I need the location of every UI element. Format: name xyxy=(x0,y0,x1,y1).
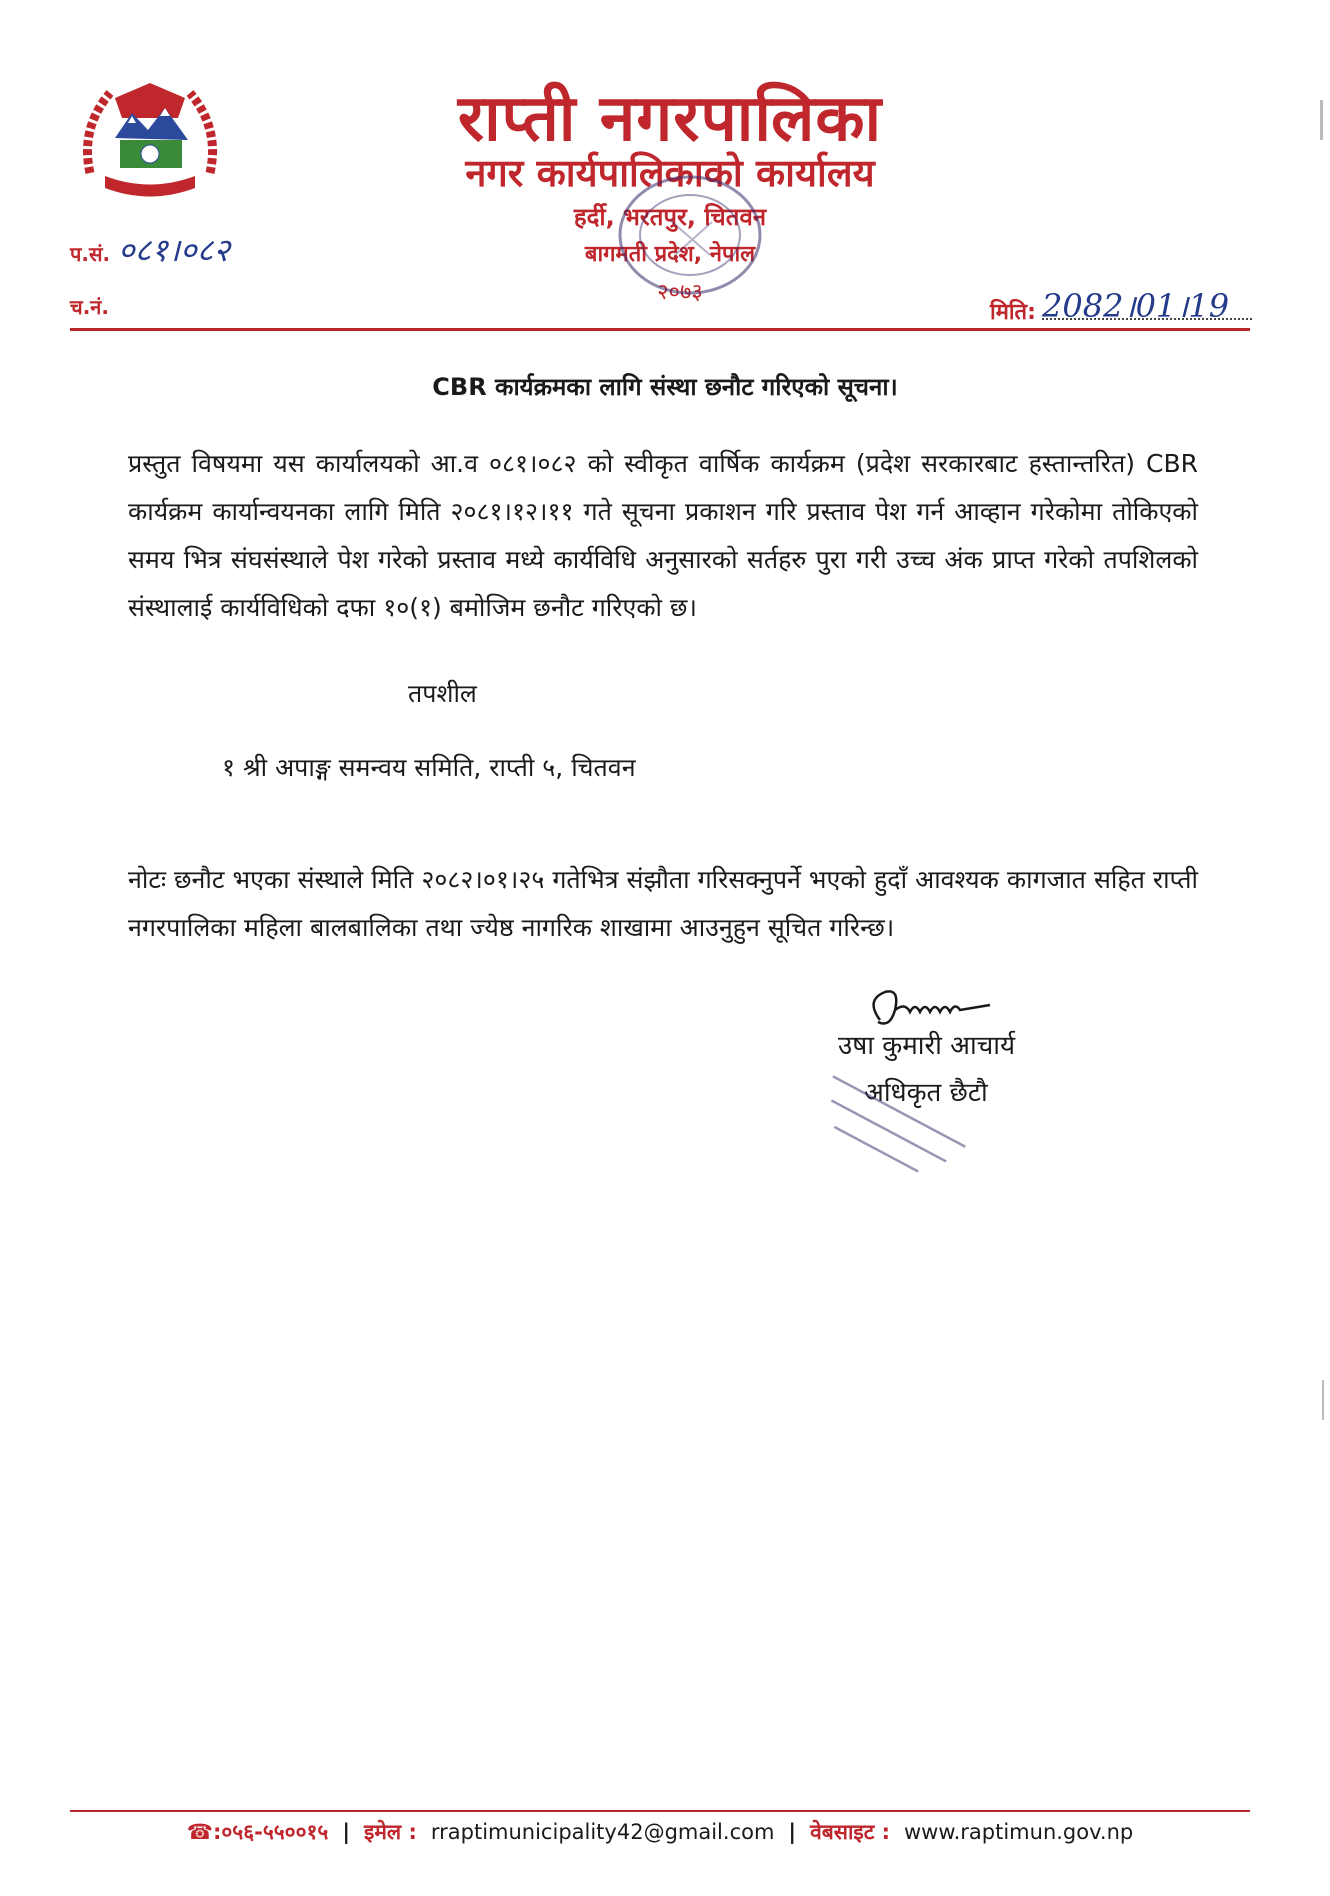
office-stamp xyxy=(600,160,780,310)
email-label: इमेल : xyxy=(364,1820,417,1844)
website-label: वेबसाइट : xyxy=(810,1820,890,1844)
address-line-2: बागमती प्रदेश, नेपाल xyxy=(584,242,756,267)
phone-number: :०५६-५५००१५ xyxy=(212,1820,329,1844)
reference-number-label: प.सं. xyxy=(70,242,111,266)
signatory-title: अधिकृत छैटौ xyxy=(864,1078,988,1108)
reference-number-value: ०८१।०८२ xyxy=(118,231,230,269)
phone-icon: ☎ xyxy=(186,1820,213,1844)
signatory-stamp xyxy=(780,1068,990,1208)
office-subtitle: नगर कार्यपालिकाको कार्यालय xyxy=(465,151,875,195)
nepal-emblem-logo xyxy=(70,68,230,218)
document-title: CBR कार्यक्रमका लागि संस्था छनौट गरिएको सूचना। xyxy=(432,373,898,401)
note-paragraph: नोटः छनौट भएका संस्थाले मिति २०८२।०१।२५ गतेभित्र संझौता गरिसक्नुपर्ने भएको हुदाँ आवश्यक कागजात सहित राप्ती नगरपालिका महिला बालबालिका तथा ज्येष्ठ नागरिक शाखामा आउनुहुन सूचित गरिन्छ। xyxy=(128,865,1198,942)
address-line-1: हर्दी, भरतपुर, चितवन xyxy=(573,203,767,231)
signatory-name: उषा कुमारी आचार्य xyxy=(838,1031,1016,1061)
email-address: rraptimunicipality42@gmail.com xyxy=(430,1820,775,1844)
footer-divider xyxy=(70,1810,1250,1812)
date-dotted-line xyxy=(1042,318,1252,320)
date-label: मिति: xyxy=(990,300,1036,325)
footer-separator: | xyxy=(788,1820,797,1844)
phone-group xyxy=(187,1818,329,1846)
date-value: 2082।01।19 xyxy=(1042,287,1230,325)
footer-separator: | xyxy=(342,1820,351,1844)
body-paragraph: प्रस्तुत विषयमा यस कार्यालयको आ.व ०८१।०८२ को स्वीकृत वार्षिक कार्यक्रम (प्रदेश सरकारबाट हस्तान्तरित) CBR कार्यक्रम कार्यान्वयनका लागि मिति २०८१।१२।११ गते सूचना प्रकाशन गरि प्रस्ताव पेश गर्न आव्हान गरेकोमा तोकिएको समय भित्र संघसंस्थाले पेश गरेको प्रस्ताव मध्ये कार्यविधि अनुसारको सर्तहरु पुरा गरी उच्च अंक प्राप्त गरेको तपशिलको संस्थालाई कार्यविधिको दफा १०(१) बमोजिम छनौट गरिएको छ। xyxy=(128,449,1198,622)
list-heading: तपशील xyxy=(408,679,477,708)
municipality-title: राप्ती नगरपालिका xyxy=(457,82,883,156)
header-divider xyxy=(70,328,1250,331)
list-item: १ श्री अपाङ्ग समन्वय समिति, राप्ती ५, चितवन xyxy=(222,753,636,782)
footer-contact xyxy=(70,1814,1250,1850)
dispatch-number-label: च.नं. xyxy=(70,295,109,319)
website-url: www.raptimun.gov.np xyxy=(904,1820,1134,1844)
scan-edge-mark xyxy=(1322,1380,1324,1420)
established-year: २०७३ xyxy=(657,280,703,305)
scan-edge-mark xyxy=(1320,100,1323,140)
